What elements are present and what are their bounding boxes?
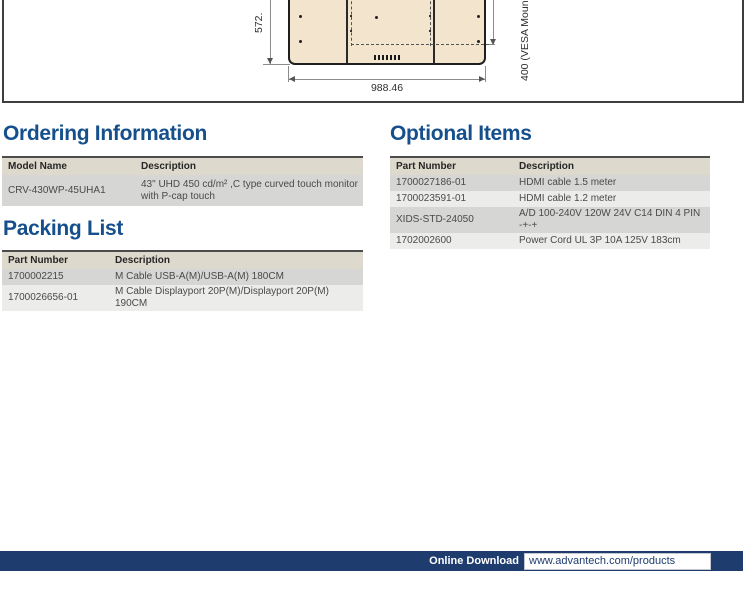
description-cell: Power Cord UL 3P 10A 125V 183cm	[513, 233, 710, 249]
dimension-label-vesa: 400 (VESA Moun	[519, 0, 531, 81]
table-header-row	[390, 157, 710, 175]
column-header-description: Description	[513, 157, 710, 175]
vesa-dashed-line-left	[351, 0, 352, 46]
connector-strip	[374, 55, 400, 60]
dimension-drawing-panel	[2, 0, 744, 103]
part-number-cell: 1700027186-01	[390, 175, 513, 191]
online-download-urlbox[interactable]	[524, 553, 711, 570]
model-name-cell: CRV-430WP-45UHA1	[2, 175, 135, 206]
dimension-label-width: 988.46	[370, 82, 404, 94]
screw-hole	[477, 15, 480, 18]
column-header-description: Description	[135, 157, 363, 175]
column-header-model-name: Model Name	[2, 157, 135, 175]
part-number-cell: 1700026656-01	[2, 285, 109, 311]
column-header-description: Description	[109, 251, 363, 269]
width-dimension-line	[289, 79, 485, 80]
dimension-label-height: 572.	[253, 12, 265, 33]
column-header-part-number: Part Number	[390, 157, 513, 175]
part-number-cell: 1702002600	[390, 233, 513, 249]
table-header-row	[2, 157, 363, 175]
packing-table	[2, 250, 363, 311]
description-cell: M Cable Displayport 20P(M)/Displayport 20P(M) 190CM	[109, 285, 363, 311]
part-number-cell: 1700023591-01	[390, 191, 513, 207]
height-dimension-line	[270, 0, 271, 64]
screw-hole	[375, 16, 378, 19]
section-title-ordering: Ordering Information	[3, 122, 208, 145]
height-extension-line	[263, 64, 290, 65]
description-cell: HDMI cable 1.5 meter	[513, 175, 710, 191]
online-download-label: Online Download	[429, 555, 519, 567]
optional-table	[390, 156, 710, 249]
section-title-packing: Packing List	[3, 217, 124, 240]
description-cell: A/D 100-240V 120W 24V C14 DIN 4 PIN -+-+	[513, 207, 710, 233]
part-number-cell: 1700002215	[2, 269, 109, 285]
vesa-tick	[350, 30, 352, 32]
screw-hole	[477, 40, 480, 43]
screw-hole	[299, 15, 302, 18]
section-title-optional: Optional Items	[390, 122, 532, 145]
vesa-tick	[350, 15, 352, 17]
footer-bar	[0, 551, 743, 571]
online-download-url[interactable]: www.advantech.com/products	[529, 555, 676, 567]
vesa-tick	[429, 15, 431, 17]
vesa-dashed-line-right	[430, 0, 431, 46]
table-row	[2, 269, 363, 285]
ordering-table	[2, 156, 363, 206]
description-cell: 43" UHD 450 cd/m² ,C type curved touch monitor with P-cap touch	[135, 175, 363, 206]
table-row	[2, 175, 363, 206]
table-row	[390, 207, 710, 233]
screw-hole	[299, 40, 302, 43]
extension-line-right	[485, 66, 486, 82]
panel-divider-line-right	[433, 0, 435, 63]
vesa-tick	[429, 30, 431, 32]
panel-divider-line-left	[346, 0, 348, 63]
vesa-centerline	[351, 44, 489, 45]
vesa-dimension-arrow	[490, 39, 496, 45]
table-row	[2, 285, 363, 311]
description-cell: HDMI cable 1.2 meter	[513, 191, 710, 207]
dimension-arrow-down	[267, 58, 273, 64]
table-header-row	[2, 251, 363, 269]
table-row	[390, 175, 710, 191]
description-cell: M Cable USB-A(M)/USB-A(M) 180CM	[109, 269, 363, 285]
table-row	[390, 233, 710, 249]
part-number-cell: XIDS-STD-24050	[390, 207, 513, 233]
column-header-part-number: Part Number	[2, 251, 109, 269]
table-row	[390, 191, 710, 207]
